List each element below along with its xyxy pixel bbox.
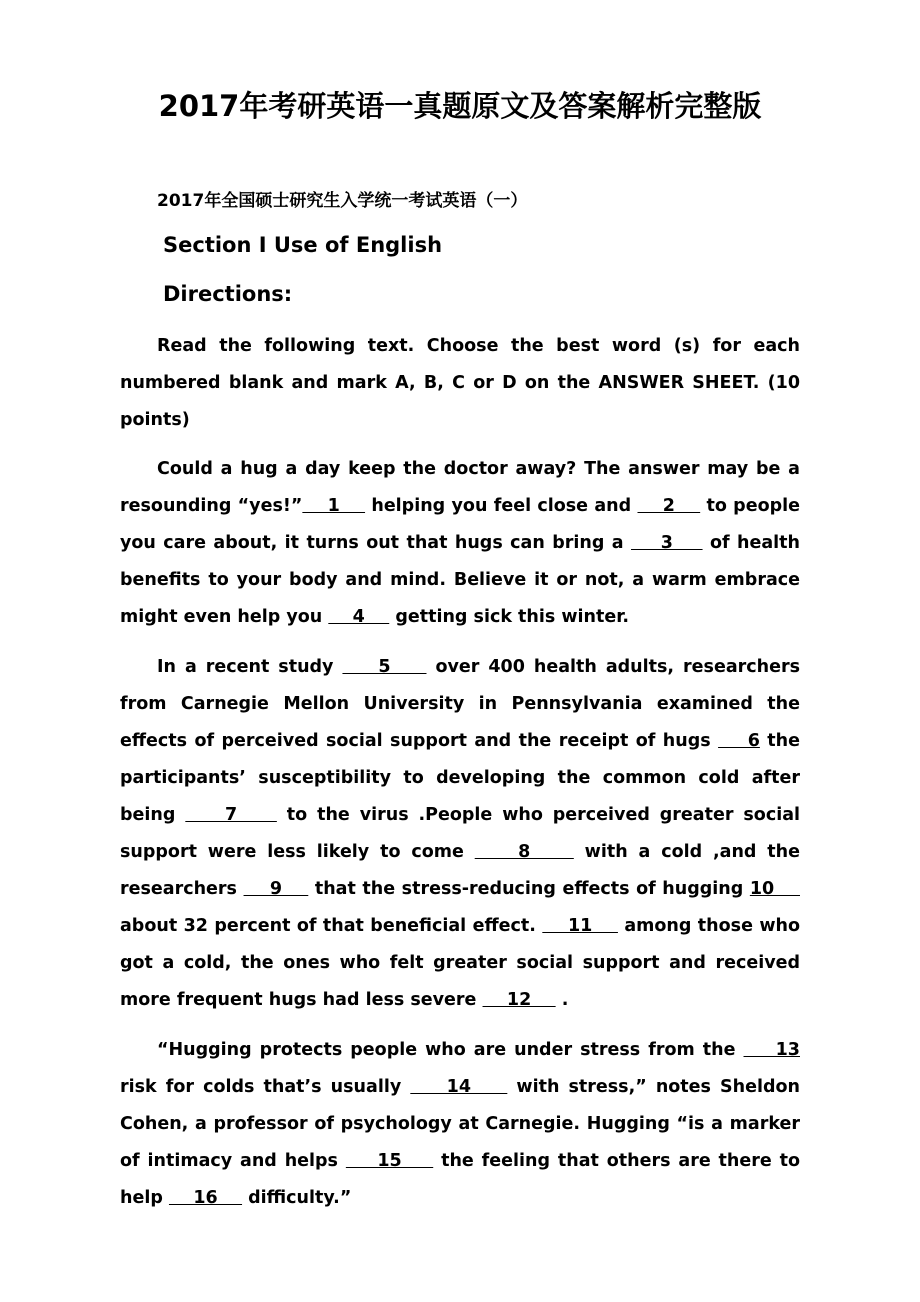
document-title: 2017年考研英语一真题原文及答案解析完整版 [158, 89, 762, 123]
blank-11: 11 [542, 916, 618, 936]
exam-title: 2017年全国硕士研究生入学统一考试英语（一） [157, 191, 528, 211]
text-run: that the stress-reducing effects of hugging [308, 879, 750, 899]
text-run: helping you feel close and [365, 496, 638, 516]
section-heading: Section I Use of English [163, 233, 443, 257]
blank-2: 2 [637, 496, 701, 516]
passage-paragraph-1 [120, 451, 800, 636]
passage-paragraph-3 [120, 1032, 800, 1217]
text-run: with stress,” notes Sheldon Cohen, a professor of psychology at Carnegie. Hugging “is a marker of intimacy and helps [120, 1077, 800, 1171]
blank-3: 3 [631, 533, 703, 553]
blank-14: 14 [410, 1077, 508, 1097]
blank-1: 1 [302, 496, 366, 516]
text-run: over 400 health adults, researchers from Carnegie Mellon University in Pennsylvania examined the effects of perceived social support and the receipt of hugs [120, 657, 801, 751]
text-run: among those who got a cold, the ones who felt greater social support and received more frequent hugs had less severe [120, 916, 800, 1010]
blank-4: 4 [328, 607, 390, 627]
blank-16: 16 [168, 1188, 243, 1208]
text-run: the participants’ susceptibility to developing the common cold after being [120, 731, 800, 825]
blank-13: 13 [743, 1040, 800, 1060]
text-run: risk for colds that’s usually [120, 1077, 411, 1097]
text-run: to the virus .People who perceived greater social support were less likely to come [120, 805, 801, 862]
blank-12: 12 [482, 990, 556, 1010]
text-run: Could a hug a day keep the doctor away? The answer may be a resounding “yes!” [120, 459, 800, 516]
directions-paragraph: Read the following text. Choose the best word (s) for each numbered blank and mark A, B, C or D on the ANSWER SHEET. (10 points) [120, 336, 800, 430]
text-run: about 32 percent of that beneficial effect. [120, 916, 543, 936]
blank-7: 7 [185, 805, 277, 825]
text-run: of health benefits to your body and mind. Believe it or not, a warm embrace might even help you [120, 533, 800, 627]
blank-5: 5 [342, 657, 427, 677]
text-run: In a recent study [157, 657, 343, 677]
text-run: getting sick this winter. [389, 607, 630, 627]
passage-paragraph-2 [120, 649, 800, 1019]
blank-15: 15 [345, 1151, 434, 1171]
text-run: to people you care about, it turns out that hugs can bring a [120, 496, 800, 553]
text-run: “Hugging protects people who are under stress from the [157, 1040, 744, 1060]
blank-8: 8 [474, 842, 574, 862]
text-run: . [555, 990, 569, 1010]
blank-6: 6 [718, 731, 760, 751]
blank-10: 10 [749, 879, 800, 899]
blank-9: 9 [243, 879, 309, 899]
directions-heading: Directions: [163, 282, 293, 306]
text-run: with a cold ,and the researchers [120, 842, 800, 899]
text-run: difficulty.” [242, 1188, 352, 1208]
text-run: the feeling that others are there to help [120, 1151, 801, 1208]
